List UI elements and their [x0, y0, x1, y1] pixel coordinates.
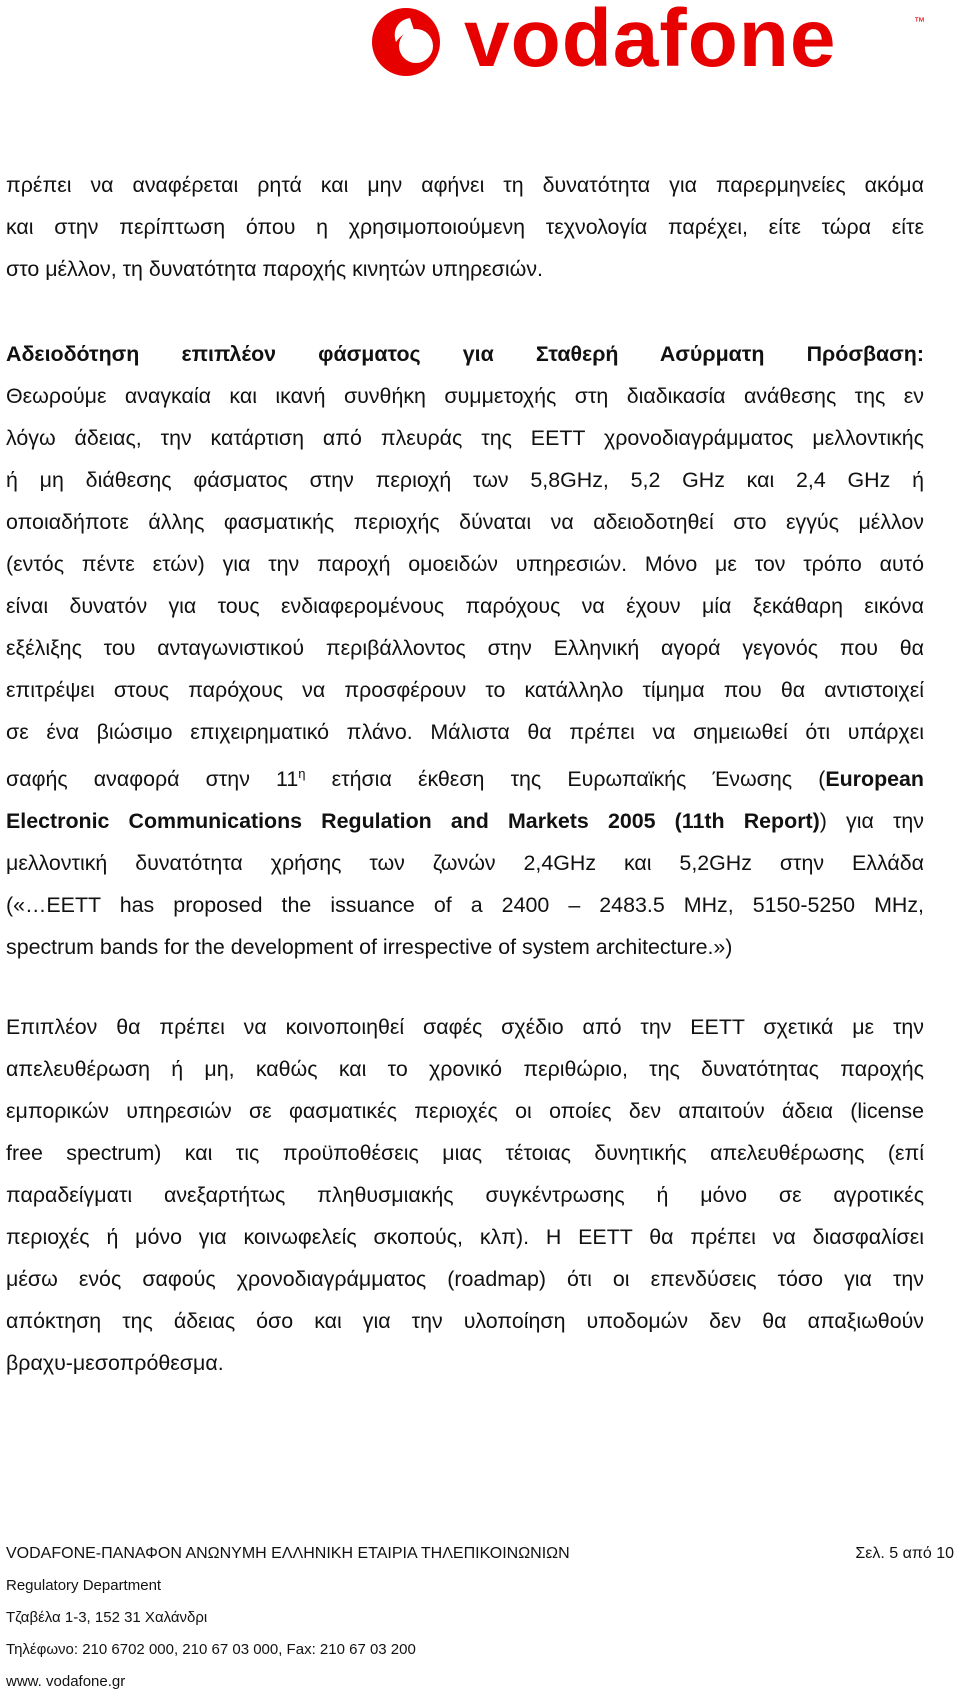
- logo-trademark: ™: [914, 16, 925, 28]
- footer-address: Τζαβέλα 1-3, 152 31 Χαλάνδρι: [6, 1609, 208, 1626]
- text-line: μελλοντική δυνατότητα χρήσης των ζωνών 2,4GHz και 5,2GHz στην Ελλάδα: [6, 851, 924, 876]
- text-line: εμπορικών υπηρεσιών σε φασματικές περιοχές οι οποίες δεν απαιτούν άδεια (license: [6, 1099, 924, 1123]
- text-line: απελευθέρωση ή μη, καθώς και το χρονικό περιθώριο, της δυνατότητας παροχής: [6, 1057, 924, 1081]
- text-line: βραχυ-μεσοπρόθεσμα.: [6, 1351, 224, 1375]
- text-line: Θεωρούμε αναγκαία και ικανή συνθήκη συμμετοχής στη διαδικασία ανάθεσης της εν: [6, 384, 924, 408]
- text-line: [6, 800, 924, 842]
- section-heading: Αδειοδότηση επιπλέον φάσματος για Σταθερή Ασύρματη Πρόσβαση:: [6, 342, 924, 366]
- text-line: spectrum bands for the development of irrespective of system architecture.»): [6, 935, 733, 960]
- text-fragment: σαφής αναφορά στην 11: [6, 767, 299, 792]
- text-line: free spectrum) και τις προϋποθέσεις μιας τέτοιας δυνητικής απελευθέρωσης (επί: [6, 1141, 924, 1165]
- text-line: περιοχές ή μόνο για κοινωφελείς σκοπούς, κλπ). Η ΕΕΤΤ θα πρέπει να διασφαλίσει: [6, 1225, 924, 1249]
- footer-phone: Τηλέφωνο: 210 6702 000, 210 67 03 000, Fax: 210 67 03 200: [6, 1641, 416, 1658]
- text-line: εξέλιξης του ανταγωνιστικού περιβάλλοντος στην Ελληνική αγορά γεγονός που θα: [6, 636, 924, 660]
- text-line: Επιπλέον θα πρέπει να κοινοποιηθεί σαφές σχέδιο από την ΕΕΤΤ σχετικά με την: [6, 1015, 924, 1039]
- text-line: επιτρέψει στους παρόχους να προσφέρουν το κατάλληλο τίμημα που θα αντιστοιχεί: [6, 678, 924, 702]
- footer-website: www. vodafone.gr: [6, 1673, 126, 1690]
- footer-department: Regulatory Department: [6, 1577, 162, 1594]
- text-line: πρέπει να αναφέρεται ρητά και μην αφήνει τη δυνατότητα για παρερμηνείες ακόμα: [6, 173, 924, 197]
- text-line: απόκτηση της άδειας όσο και για την υλοποίηση υποδομών δεν θα απαξιωθούν: [6, 1309, 924, 1333]
- text-line: και στην περίπτωση όπου η χρησιμοποιούμενη τεχνολογία παρέχει, είτε τώρα είτε: [6, 215, 924, 239]
- text-line: (εντός πέντε ετών) για την παροχή ομοειδών υπηρεσιών. Μόνο με τον τρόπο αυτό: [6, 552, 924, 576]
- footer-company: VODAFONE-ΠΑΝΑΦΟΝ ΑΝΩΝΥΜΗ ΕΛΛΗΝΙΚΗ ΕΤΑΙΡΙΑ ΤΗΛΕΠΙΚΟΙΝΩΝΙΩΝ: [6, 1545, 570, 1562]
- text-line: οποιαδήποτε άλλης φασματικής περιοχής δύναται να αδειοδοτηθεί στο εγγύς μέλλον: [6, 510, 924, 534]
- logo-wordmark: vodafone: [464, 0, 837, 84]
- report-title: Electronic Communications Regulation and Markets 2005 (11th Report): [6, 809, 820, 834]
- text-line: στο μέλλον, τη δυνατότητα παροχής κινητών υπηρεσιών.: [6, 257, 543, 281]
- text-line: [6, 753, 924, 800]
- footer-company-line: [6, 1545, 960, 1563]
- text-line: λόγω άδειας, την κατάρτιση από πλευράς της ΕΕΤΤ χρονοδιαγράμματος μελλοντικής: [6, 426, 924, 450]
- text-line: παραδείγματι ανεξαρτήτως πληθυσμιακής συγκέντρωσης ή μόνο σε αγροτικές: [6, 1183, 924, 1207]
- paragraph-1: [6, 164, 924, 290]
- text-fragment: ) για την: [819, 809, 924, 834]
- paragraph-2: [6, 333, 924, 968]
- text-line: μέσω ενός σαφούς χρονοδιαγράμματος (roadmap) ότι οι επενδύσεις τόσο για την: [6, 1267, 924, 1291]
- page-number: Σελ. 5 από 10: [855, 1545, 954, 1562]
- vodafone-speechmark-icon: [358, 6, 458, 76]
- text-line: («…ΕΕΤΤ has proposed the issuance of a 2400 – 2483.5 MHz, 5150-5250 MHz,: [6, 893, 924, 918]
- report-title-start: European: [825, 767, 924, 792]
- text-line: σε ένα βιώσιμο επιχειρηματικό πλάνο. Μάλιστα θα πρέπει να σημειωθεί ότι υπάρχει: [6, 720, 924, 744]
- text-line: είναι δυνατόν για τους ενδιαφερομένους παρόχους να έχουν μία ξεκάθαρη εικόνα: [6, 594, 924, 618]
- vodafone-logo: [358, 0, 928, 84]
- paragraph-3: [6, 1006, 924, 1384]
- superscript: η: [298, 766, 306, 781]
- text-fragment: ετήσια έκθεση της Ευρωπαϊκής Ένωσης (: [305, 767, 826, 792]
- text-line: ή μη διάθεσης φάσματος στην περιοχή των 5,8GHz, 5,2 GHz και 2,4 GHz ή: [6, 468, 924, 492]
